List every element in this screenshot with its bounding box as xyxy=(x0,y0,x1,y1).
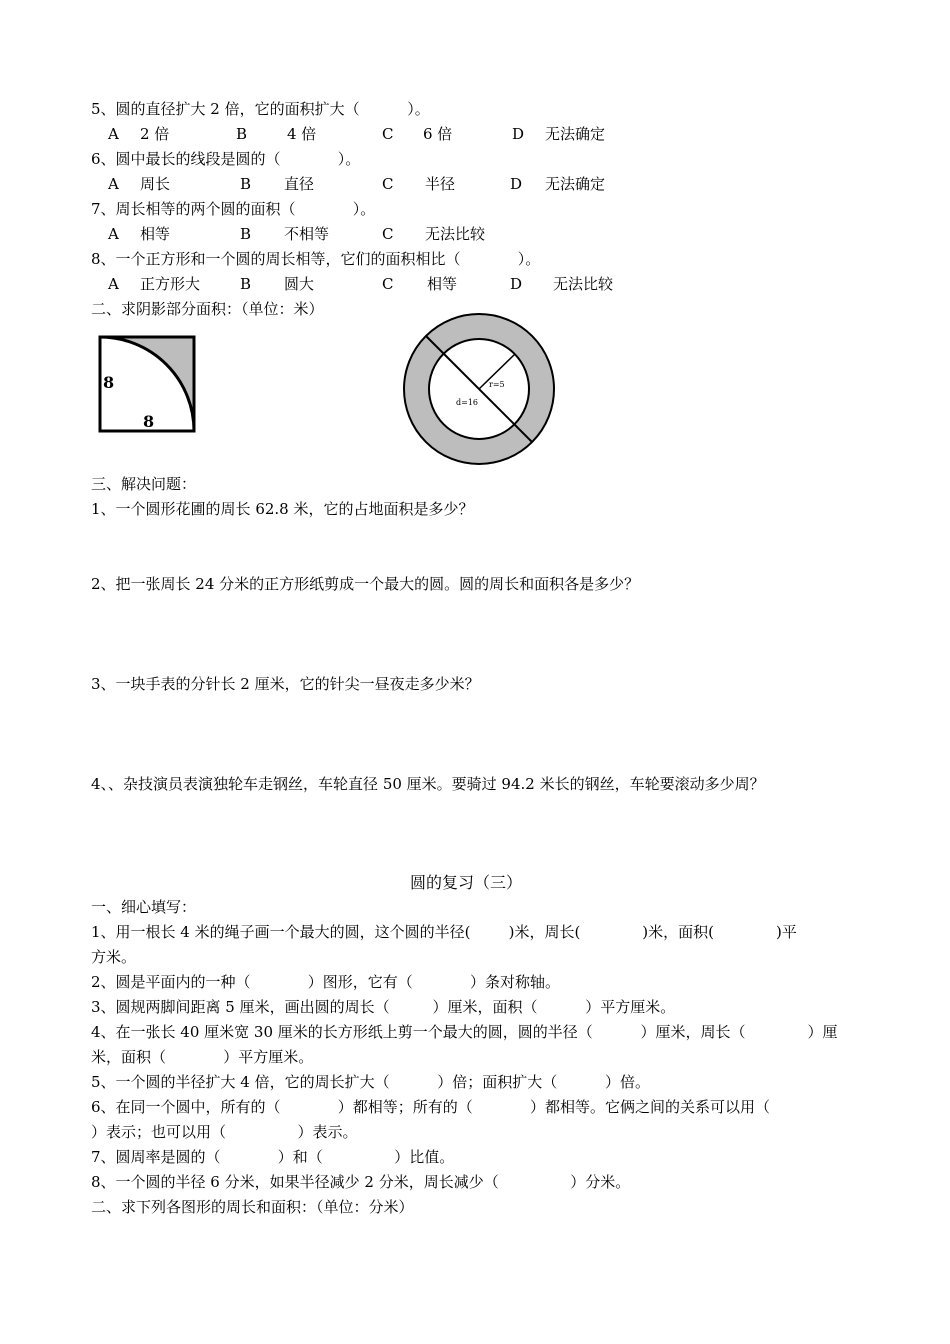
side-label-left: 8 xyxy=(103,373,115,392)
perimeter-area-heading: 二、求下列各图形的周长和面积：（单位：分米） xyxy=(91,1198,414,1216)
option-label: D xyxy=(510,275,523,293)
fill-in-5: 5、一个圆的半径扩大 4 倍，它的周长扩大（ ）倍；面积扩大（ ）倍。 xyxy=(91,1073,650,1091)
diameter-label: d=16 xyxy=(456,398,479,407)
option-text: 2 倍 xyxy=(140,125,170,143)
option-text: 直径 xyxy=(284,175,315,193)
fill-in-1-line1: 1、用一根长 4 米的绳子画一个最大的圆，这个圆的半径( )米，周长( )米，面积( )平 xyxy=(91,923,797,941)
problem-3: 3、一块手表的分针长 2 厘米，它的针尖一昼夜走多少米？ xyxy=(91,675,480,693)
option-label: C xyxy=(382,275,394,293)
option-text: 正方形大 xyxy=(140,275,201,293)
fill-in-7: 7、圆周率是圆的（ ）和（ ）比值。 xyxy=(91,1148,455,1166)
radius-label: r=5 xyxy=(489,380,505,389)
option-label: B xyxy=(240,275,252,293)
option-label: A xyxy=(108,125,119,143)
option-label: B xyxy=(236,125,248,143)
option-text: 相等 xyxy=(140,225,171,243)
option-label: C xyxy=(382,225,394,243)
fill-in-1-line2: 方米。 xyxy=(91,948,137,966)
fill-in-3: 3、圆规两脚间距离 5 厘米，画出圆的周长（ ）厘米，面积（ ）平方厘米。 xyxy=(91,998,676,1016)
option-label: A xyxy=(108,225,119,243)
option-text: 不相等 xyxy=(284,225,330,243)
option-label: C xyxy=(382,125,394,143)
question-8: 8、一个正方形和一个圆的周长相等，它们的面积相比（ ）。 xyxy=(91,250,541,268)
ring-figure xyxy=(400,310,560,470)
option-label: D xyxy=(512,125,525,143)
question-5: 5、圆的直径扩大 2 倍，它的面积扩大（ ）。 xyxy=(91,100,430,118)
review-title: 圆的复习（三） xyxy=(410,873,523,892)
fill-in-6-line2: ）表示；也可以用（ ）表示。 xyxy=(91,1123,358,1141)
option-text: 无法比较 xyxy=(553,275,614,293)
quarter-circle-figure xyxy=(96,333,198,435)
option-text: 6 倍 xyxy=(423,125,453,143)
option-label: C xyxy=(382,175,394,193)
option-text: 相等 xyxy=(427,275,458,293)
fill-in-8: 8、一个圆的半径 6 分米，如果半径减少 2 分米，周长减少（ ）分米。 xyxy=(91,1173,631,1191)
question-6: 6、圆中最长的线段是圆的（ ）。 xyxy=(91,150,361,168)
option-label: A xyxy=(108,275,119,293)
option-text: 4 倍 xyxy=(287,125,317,143)
option-text: 无法确定 xyxy=(545,125,606,143)
section-heading-shaded-area: 二、求阴影部分面积：（单位：米） xyxy=(91,300,324,318)
option-text: 无法比较 xyxy=(425,225,486,243)
question-7: 7、周长相等的两个圆的面积（ ）。 xyxy=(91,200,376,218)
fill-in-4-line1: 4、在一张长 40 厘米宽 30 厘米的长方形纸上剪一个最大的圆，圆的半径（ ）厘米，周长（ ）厘 xyxy=(91,1023,838,1041)
fill-in-6-line1: 6、在同一个圆中，所有的（ ）都相等；所有的（ ）都相等。它俩之间的关系可以用（ xyxy=(91,1098,770,1116)
option-label: D xyxy=(510,175,523,193)
side-label-bottom: 8 xyxy=(143,412,155,431)
option-text: 周长 xyxy=(140,175,171,193)
problem-4: 4、、杂技演员表演独轮车走钢丝，车轮直径 50 厘米。要骑过 94.2 米长的钢丝，车轮要滚动多少周？ xyxy=(91,775,765,793)
option-label: A xyxy=(108,175,119,193)
option-text: 半径 xyxy=(425,175,456,193)
fill-in-heading: 一、细心填写： xyxy=(91,898,197,916)
problem-1: 1、一个圆形花圃的周长 62.8 米，它的占地面积是多少？ xyxy=(91,500,474,518)
option-text: 圆大 xyxy=(284,275,315,293)
fill-in-2: 2、圆是平面内的一种（ ）图形，它有（ ）条对称轴。 xyxy=(91,973,560,991)
option-label: B xyxy=(240,175,252,193)
problem-2: 2、把一张周长 24 分米的正方形纸剪成一个最大的圆。圆的周长和面积各是多少？ xyxy=(91,575,640,593)
option-text: 无法确定 xyxy=(545,175,606,193)
fill-in-4-line2: 米，面积（ ）平方厘米。 xyxy=(91,1048,314,1066)
section-heading-problems: 三、解决问题： xyxy=(91,475,197,493)
option-label: B xyxy=(240,225,252,243)
